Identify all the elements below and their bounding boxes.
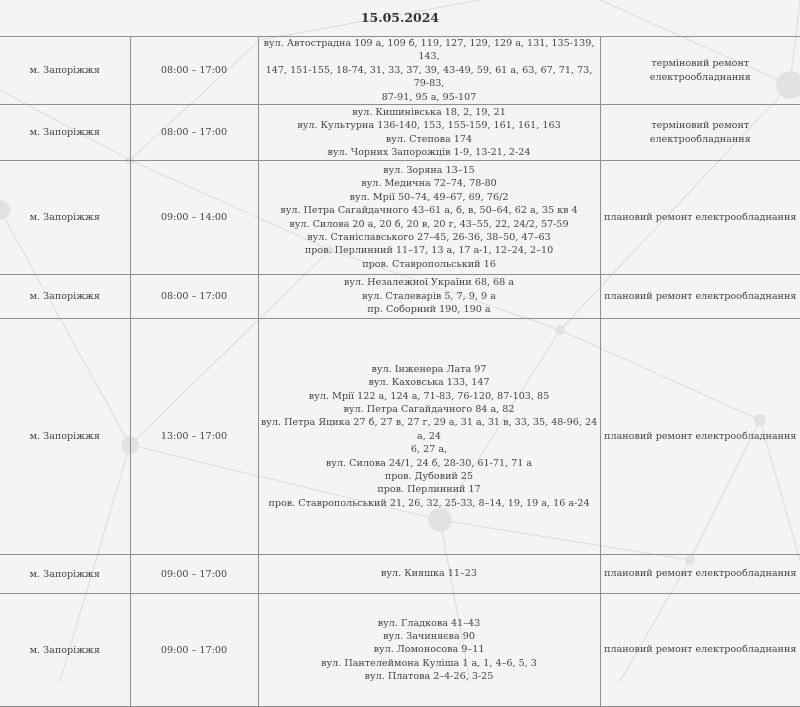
address-line: вул. Автострадна 109 а, 109 б, 119, 127, 129, 129 а, 131, 135-139, 143, bbox=[263, 38, 595, 63]
table-row bbox=[0, 319, 800, 555]
work-type-cell: плановий ремонт електрообладнання bbox=[600, 319, 800, 555]
time-cell: 09:00 – 14:00 bbox=[130, 161, 258, 275]
address-line: вул. Силова 20 а, 20 б, 20 в, 20 г, 43–55, 22, 24/2, 57-59 bbox=[289, 218, 569, 230]
addresses-cell bbox=[258, 105, 600, 161]
work-type-cell: плановий ремонт електрообладнання bbox=[600, 594, 800, 707]
address-line: вул. Степова 174 bbox=[385, 133, 473, 145]
addresses-cell bbox=[258, 594, 600, 707]
address-line: вул. Зоряна 13–15 bbox=[383, 164, 475, 176]
table-row bbox=[0, 594, 800, 707]
address-line: вул. Кишинівська 18, 2, 19, 21 bbox=[352, 106, 506, 118]
outage-table bbox=[0, 36, 800, 707]
address-line: вул. Мрії 122 а, 124 а, 71-83, 76-120, 87-103, 85 bbox=[308, 390, 550, 402]
address-line: вул. Гладкова 41–43 bbox=[377, 617, 481, 629]
city-cell: м. Запоріжжя bbox=[0, 105, 130, 161]
address-line: вул. Пантелеймона Куліша 1 а, 1, 4–6, 5, 3 bbox=[321, 657, 537, 669]
work-type-cell: плановий ремонт електрообладнання bbox=[600, 161, 800, 275]
address-line: вул. Платова 2–4-26, 3-25 bbox=[364, 671, 494, 683]
address-line: вул. Петра Сагайдачного 84 а, 82 bbox=[343, 404, 515, 416]
work-type-cell: плановий ремонт електрообладнання bbox=[600, 275, 800, 319]
address-line: пров. Ставропольський 16 bbox=[362, 258, 496, 270]
address-line: вул. Ломоносова 9–11 bbox=[373, 644, 485, 656]
address-line: вул. Петра Яцика 27 б, 27 в, 27 г, 29 а, 31 а, 31 в, 33, 35, 48-96, 24 а, 24 bbox=[260, 417, 598, 442]
address-line: пров. Перлинний 17 bbox=[377, 484, 481, 496]
address-line: вул. Силова 24/1, 24 б, 28-30, 61-71, 71 а bbox=[325, 457, 533, 469]
work-type-cell: терміновий ремонт електрообладнання bbox=[600, 105, 800, 161]
address-line: пров. Ставропольський 21, 26, 32, 25-33, 8–14, 19, 19 а, 16 а-24 bbox=[268, 497, 590, 509]
address-line: вул. Станіславського 27–45, 26-36, 38–50, 47–63 bbox=[307, 231, 551, 243]
work-type-cell: плановий ремонт електрообладнання bbox=[600, 555, 800, 594]
address-line: вул. Незалежної України 68, 68 а bbox=[343, 277, 515, 289]
schedule-date: 15.05.2024 bbox=[360, 10, 440, 25]
addresses-cell bbox=[258, 161, 600, 275]
city-cell: м. Запоріжжя bbox=[0, 594, 130, 707]
address-line: 87-91, 95 а, 95-107 bbox=[381, 91, 477, 103]
time-cell: 09:00 – 17:00 bbox=[130, 555, 258, 594]
address-line: 147, 151-155, 18-74, 31, 33, 37, 39, 43-49, 59, 61 а, 63, 67, 71, 73, 79-83, bbox=[265, 64, 593, 90]
address-line: вул. Мрії 50–74, 49–67, 69, 76/2 bbox=[349, 191, 509, 203]
addresses-cell bbox=[258, 275, 600, 319]
address-line: вул. Зачиняєва 90 bbox=[383, 630, 475, 642]
address-line: вул. Сталеварів 5, 7, 9, 9 а bbox=[362, 290, 496, 302]
address-line: вул. Кияшка 11–23 bbox=[380, 568, 477, 580]
address-line: пр. Соборний 190, 190 а bbox=[367, 304, 491, 316]
address-line: вул. Петра Сагайдачного 43–61 а, б, в, 50–64, 62 а, 35 кв 4 bbox=[280, 205, 578, 217]
table-row bbox=[0, 37, 800, 105]
table-row bbox=[0, 105, 800, 161]
time-cell: 13:00 – 17:00 bbox=[130, 319, 258, 555]
work-type-cell: терміновий ремонт електрообладнання bbox=[600, 37, 800, 105]
address-line: вул. Інженера Лата 97 bbox=[371, 363, 487, 375]
addresses-cell bbox=[258, 319, 600, 555]
time-cell: 09:00 – 17:00 bbox=[130, 594, 258, 707]
city-cell: м. Запоріжжя bbox=[0, 319, 130, 555]
address-line: вул. Каховська 133, 147 bbox=[368, 377, 490, 389]
addresses-cell bbox=[258, 555, 600, 594]
address-line: вул. Медична 72–74, 78-80 bbox=[361, 178, 497, 190]
time-cell: 08:00 – 17:00 bbox=[130, 275, 258, 319]
addresses-cell bbox=[258, 37, 600, 105]
time-cell: 08:00 – 17:00 bbox=[130, 105, 258, 161]
address-line: пров. Перлинний 11–17, 13 а, 17 а-1, 12–24, 2–10 bbox=[304, 245, 554, 257]
table-row bbox=[0, 275, 800, 319]
table-row bbox=[0, 161, 800, 275]
city-cell: м. Запоріжжя bbox=[0, 275, 130, 319]
address-line: пров. Дубовий 25 bbox=[384, 471, 474, 483]
city-cell: м. Запоріжжя bbox=[0, 555, 130, 594]
table-row bbox=[0, 555, 800, 594]
time-cell: 08:00 – 17:00 bbox=[130, 37, 258, 105]
city-cell: м. Запоріжжя bbox=[0, 37, 130, 105]
address-line: вул. Чорних Запорожців 1-9, 13-21, 2-24 bbox=[327, 146, 531, 158]
address-line: 6, 27 а, bbox=[410, 444, 448, 456]
city-cell: м. Запоріжжя bbox=[0, 161, 130, 275]
address-line: вул. Культурна 136-140, 153, 155-159, 161, 161, 163 bbox=[297, 120, 561, 132]
